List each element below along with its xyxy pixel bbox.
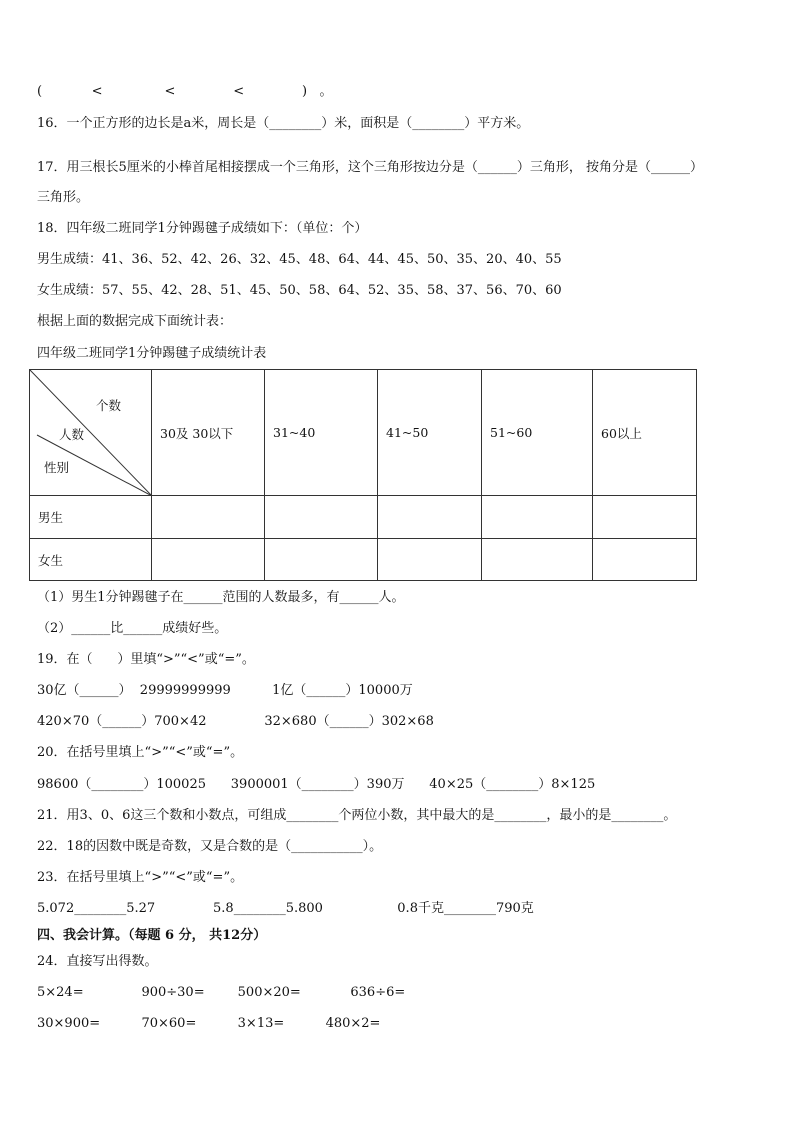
question-16: 16．一个正方形的边长是a米，周长是（________）米，面积是（________）平方米。: [37, 116, 530, 131]
q15-continuation: ( < < < ) 。: [37, 84, 333, 99]
corner-label-gender: 性别: [44, 460, 70, 475]
answer-cell[interactable]: [482, 539, 593, 581]
question-24-row1: 5×24= 900÷30= 500×20= 636÷6=: [37, 985, 406, 1000]
header-cell: 51~60: [482, 370, 593, 496]
answer-cell[interactable]: [265, 496, 378, 539]
corner-diagonal-lines: [30, 370, 152, 496]
question-24-row2: 30×900= 70×60= 3×13= 480×2=: [37, 1016, 381, 1031]
answer-cell[interactable]: [265, 539, 378, 581]
header-cell: 41~50: [378, 370, 482, 496]
question-19-row1: 30亿（______） 29999999999 1亿（______）10000万: [37, 683, 413, 698]
question-19: 19．在（ ）里填“>”“<”或“=”。: [37, 652, 255, 667]
header-cell: 60以上: [593, 370, 697, 496]
question-24: 24．直接写出得数。: [37, 954, 158, 969]
table-row-male: [30, 496, 697, 539]
question-19-row2: 420×70（______）700×42 32×680（______）302×68: [37, 714, 434, 729]
question-20-row1: 98600（________）100025 3900001（________）390万 40×25（________）8×125: [37, 777, 596, 792]
question-23: 23．在括号里填上“>”“<”或“=”。: [37, 870, 244, 885]
answer-cell[interactable]: [378, 496, 482, 539]
question-18-part2: （2）______比______成绩好些。: [37, 621, 228, 636]
answer-cell[interactable]: [378, 539, 482, 581]
score-stat-table: [29, 369, 697, 581]
question-23-row1: 5.072________5.27 5.8________5.800 0.8千克________790克: [37, 901, 534, 916]
corner-label-people: 人数: [59, 427, 85, 442]
row-label: 女生: [30, 539, 152, 581]
question-20: 20．在括号里填上“>”“<”或“=”。: [37, 745, 244, 760]
answer-cell[interactable]: [152, 539, 265, 581]
section-4-heading: 四、我会计算。（每题 6 分， 共12分）: [37, 928, 267, 943]
table-title: 四年级二班同学1分钟踢毽子成绩统计表: [37, 346, 267, 361]
answer-cell[interactable]: [593, 496, 697, 539]
answer-cell[interactable]: [593, 539, 697, 581]
answer-cell[interactable]: [482, 496, 593, 539]
row-label: 男生: [30, 496, 152, 539]
question-18-part1: （1）男生1分钟踢毽子在______范围的人数最多，有______人。: [37, 590, 405, 605]
question-18: 18．四年级二班同学1分钟踢毽子成绩如下：（单位：个）: [37, 221, 368, 236]
header-cell: 31~40: [265, 370, 378, 496]
table-corner-cell: [30, 370, 152, 496]
male-scores: 男生成绩：41、36、52、42、26、32、45、48、64、44、45、50、35、20、40、55: [37, 252, 562, 267]
question-22: 22．18的因数中既是奇数，又是合数的是（___________）。: [37, 839, 383, 854]
header-cell: 30及 30以下: [152, 370, 265, 496]
question-21: 21．用3、0、6这三个数和小数点，可组成________个两位小数，其中最大的是________，最小的是________。: [37, 808, 677, 823]
table-instruction: 根据上面的数据完成下面统计表：: [37, 314, 233, 329]
question-17-line2: 三角形。: [37, 190, 90, 205]
corner-label-count: 个数: [96, 398, 122, 413]
answer-cell[interactable]: [152, 496, 265, 539]
female-scores: 女生成绩：57、55、42、28、51、45、50、58、64、52、35、58、37、56、70、60: [37, 283, 562, 298]
table-row-female: [30, 539, 697, 581]
question-17-line1: 17．用三根长5厘米的小棒首尾相接摆成一个三角形，这个三角形按边分是（______）三角形， 按角分是（______）: [37, 160, 703, 175]
